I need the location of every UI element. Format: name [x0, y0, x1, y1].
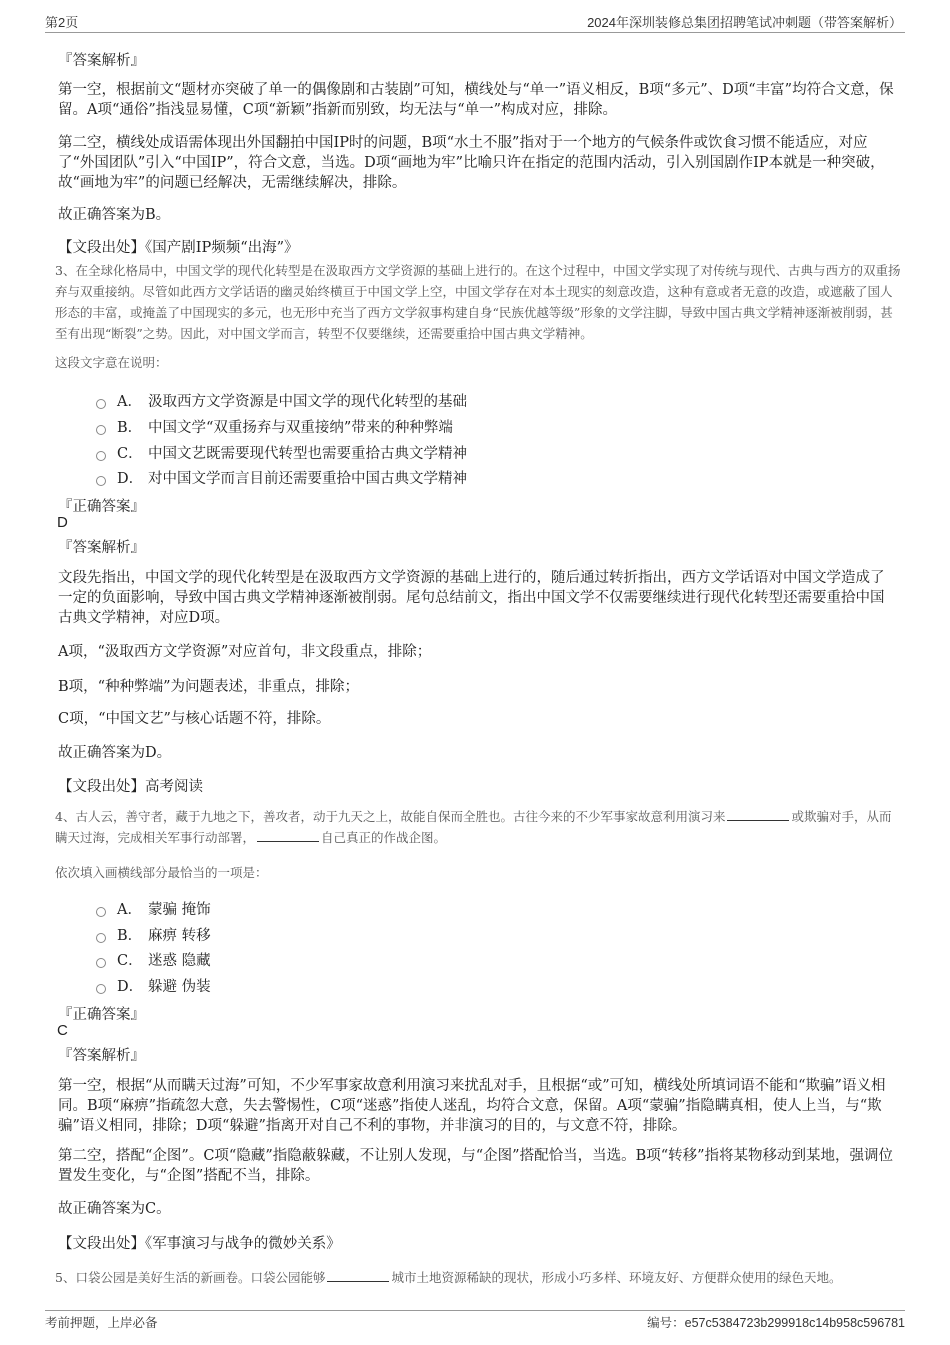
radio-button-icon[interactable] [96, 399, 106, 409]
q4-answer-label: 『正确答案』 [58, 1007, 145, 1023]
option-letter: A． [117, 902, 142, 918]
q3-answer-label: 『正确答案』 [58, 499, 145, 515]
q3-option-a[interactable] [96, 390, 467, 411]
q3-analysis-p1: 文段先指出，中国文学的现代化转型是在汲取西方文学资源的基础上进行的，随后通过转折指出，西方文学话语对中国文学造成了一定的负面影响，导致中国古典文学精神逐渐被削弱。尾句总结前文，指出中国文学不仅需要继续进行现代化转型还需要重拾中国古典文学精神，对应D项。 [58, 570, 885, 626]
radio-button-icon[interactable] [96, 958, 106, 968]
radio-button-icon[interactable] [96, 451, 106, 461]
document-id: 编号：e57c5384723b299918c14b958c596781 [647, 1316, 905, 1330]
q2-conclusion: 故正确答案为B。 [58, 207, 171, 223]
q3-stem: 3、在全球化格局中，中国文学的现代化转型是在汲取西方文学资源的基础上进行的。在这个过程中，中国文学实现了对传统与现代、古典与西方的双重扬弃与双重接纳。尽管如此西方文学话语的幽灵始终横亘于中国文学上空，中国文学存在对本土现实的刻意改造，这种有意或者无意的改造，或遮蔽了国人形态的丰富，或掩盖了中国现实的多元，也无形中充当了西方文学叙事构建自身“民族优越等级”形象的文学注脚，导致中国古典文学精神逐渐被削弱，甚至有出现“断裂”之势。因此，对中国文学而言，转型不仅要继续，还需要重拾中国古典文学精神。 [55, 263, 901, 341]
radio-button-icon[interactable] [96, 907, 106, 917]
radio-button-icon[interactable] [96, 933, 106, 943]
q3-option-b[interactable] [96, 416, 453, 437]
q4-source: 【文段出处】《军事演习与战争的微妙关系》 [58, 1236, 341, 1252]
q4-analysis-label: 『答案解析』 [58, 1048, 145, 1064]
q4-stem-text-1: 4、古人云，善守者，藏于九地之下，善攻者，动于九天之上，故能自保而全胜也。古往今来的不少军事家故意利用演习来 [55, 809, 726, 824]
option-text: 蒙骗 掩饰 [148, 902, 211, 918]
option-text: 汲取西方文学资源是中国文学的现代化转型的基础 [148, 394, 467, 410]
radio-button-icon[interactable] [96, 425, 106, 435]
q4-option-d[interactable] [96, 975, 211, 996]
radio-button-icon[interactable] [96, 984, 106, 994]
q4-stem [55, 806, 903, 848]
option-letter: C． [117, 953, 143, 969]
q3-analysis-label: 『答案解析』 [58, 540, 145, 556]
option-letter: B． [117, 928, 143, 944]
q4-prompt: 依次填入画横线部分最恰当的一项是： [55, 865, 268, 880]
q4-analysis-p1: 第一空，根据“从而瞒天过海”可知，不少军事家故意利用演习来扰乱对手，且根据“或”可知，横线处所填词语不能和“欺骗”语义相同。B项“麻痹”指疏忽大意，失去警惕性，C项“迷惑”指使人迷乱，均符合文意，保留。A项“蒙骗”指隐瞒真相，使人上当，与“欺骗”语义相同，排除；D项“躲避”指离开对自己不利的事物，并非演习的目的，与文意不符，排除。 [58, 1078, 886, 1134]
option-text: 迷惑 隐藏 [148, 953, 211, 969]
q2-analysis-label: 『答案解析』 [58, 53, 145, 69]
footer-divider [45, 1310, 905, 1311]
q3-source: 【文段出处】高考阅读 [58, 779, 203, 795]
option-letter: C． [117, 446, 143, 462]
q3-option-c[interactable] [96, 442, 467, 463]
q4-option-c[interactable] [96, 949, 211, 970]
q3-analysis-p3: B项，“种种弊端”为问题表述，非重点，排除； [58, 679, 359, 695]
q3-option-d[interactable] [96, 467, 467, 488]
q4-analysis-p2: 第二空，搭配“企图”。C项“隐藏”指隐蔽躲藏，不让别人发现，与“企图”搭配恰当，当选。B项“转移”指将某物移动到某地，强调位置发生变化，与“企图”搭配不当，排除。 [58, 1148, 894, 1184]
option-letter: B． [117, 420, 143, 436]
option-letter: A． [117, 394, 142, 410]
q3-answer: D [57, 514, 68, 531]
q4-option-a[interactable] [96, 898, 211, 919]
page-number: 第2页 [45, 15, 79, 30]
q4-answer: C [57, 1022, 68, 1039]
option-letter: D． [117, 471, 144, 487]
option-letter: D． [117, 979, 144, 995]
option-text: 中国文艺既需要现代转型也需要重拾古典文学精神 [148, 446, 467, 462]
option-text: 躲避 伪装 [148, 979, 211, 995]
q4-stem-text-3: 自己真正的作战企图。 [321, 830, 447, 845]
footer-slogan: 考前押题，上岸必备 [45, 1316, 158, 1330]
q3-prompt: 这段文字意在说明： [55, 355, 168, 370]
q5-stem-text-1: 5、口袋公园是美好生活的新画卷。口袋公园能够 [55, 1270, 326, 1285]
q2-source: 【文段出处】《国产剧IP频频“出海”》 [58, 240, 299, 256]
q3-analysis-p2: A项，“汲取西方文学资源”对应首句，非文段重点，排除； [58, 644, 432, 660]
fill-blank-2 [257, 829, 319, 842]
option-text: 麻痹 转移 [148, 928, 211, 944]
radio-button-icon[interactable] [96, 476, 106, 486]
q3-conclusion: 故正确答案为D。 [58, 745, 172, 761]
fill-blank-1 [727, 808, 789, 821]
q4-option-b[interactable] [96, 924, 211, 945]
option-text: 中国文学“双重扬弃与双重接纳”带来的种种弊端 [148, 420, 453, 436]
option-text: 对中国文学而言目前还需要重拾中国古典文学精神 [148, 471, 467, 487]
q5-stem [55, 1267, 903, 1288]
q3-analysis-p4: C项，“中国文艺”与核心话题不符，排除。 [58, 711, 331, 727]
q4-conclusion: 故正确答案为C。 [58, 1201, 171, 1217]
q2-analysis-p2: 第二空，横线处成语需体现出外国翻拍中国IP时的问题，B项“水土不服”指对于一个地方的气候条件或饮食习惯不能适应，对应了“外国团队”引入“中国IP”，符合文意，当选。D项“画地为牢”比喻只许在指定的范围内活动，引入别国剧作IP本就是一种突破，故“画地为牢”的问题已经解决，无需继续解决，排除。 [58, 135, 885, 191]
document-title: 2024年深圳装修总集团招聘笔试冲刺题（带答案解析） [587, 15, 902, 30]
q4-stem-text-2: 或欺骗对手，从而瞒天过海，完成相关军事行动部署， [55, 809, 892, 845]
header-divider [45, 32, 905, 33]
q5-stem-text-2: 城市土地资源稀缺的现状，形成小巧多样、环境友好、方便群众使用的绿色天地。 [391, 1270, 842, 1285]
fill-blank [327, 1269, 389, 1282]
q2-analysis-p1: 第一空，根据前文“题材亦突破了单一的偶像剧和古装剧”可知，横线处与“单一”语义相反，B项“多元”、D项“丰富”均符合文意，保留。A项“通俗”指浅显易懂，C项“新颖”指新而别致，均无法与“单一”构成对应，排除。 [58, 82, 894, 118]
